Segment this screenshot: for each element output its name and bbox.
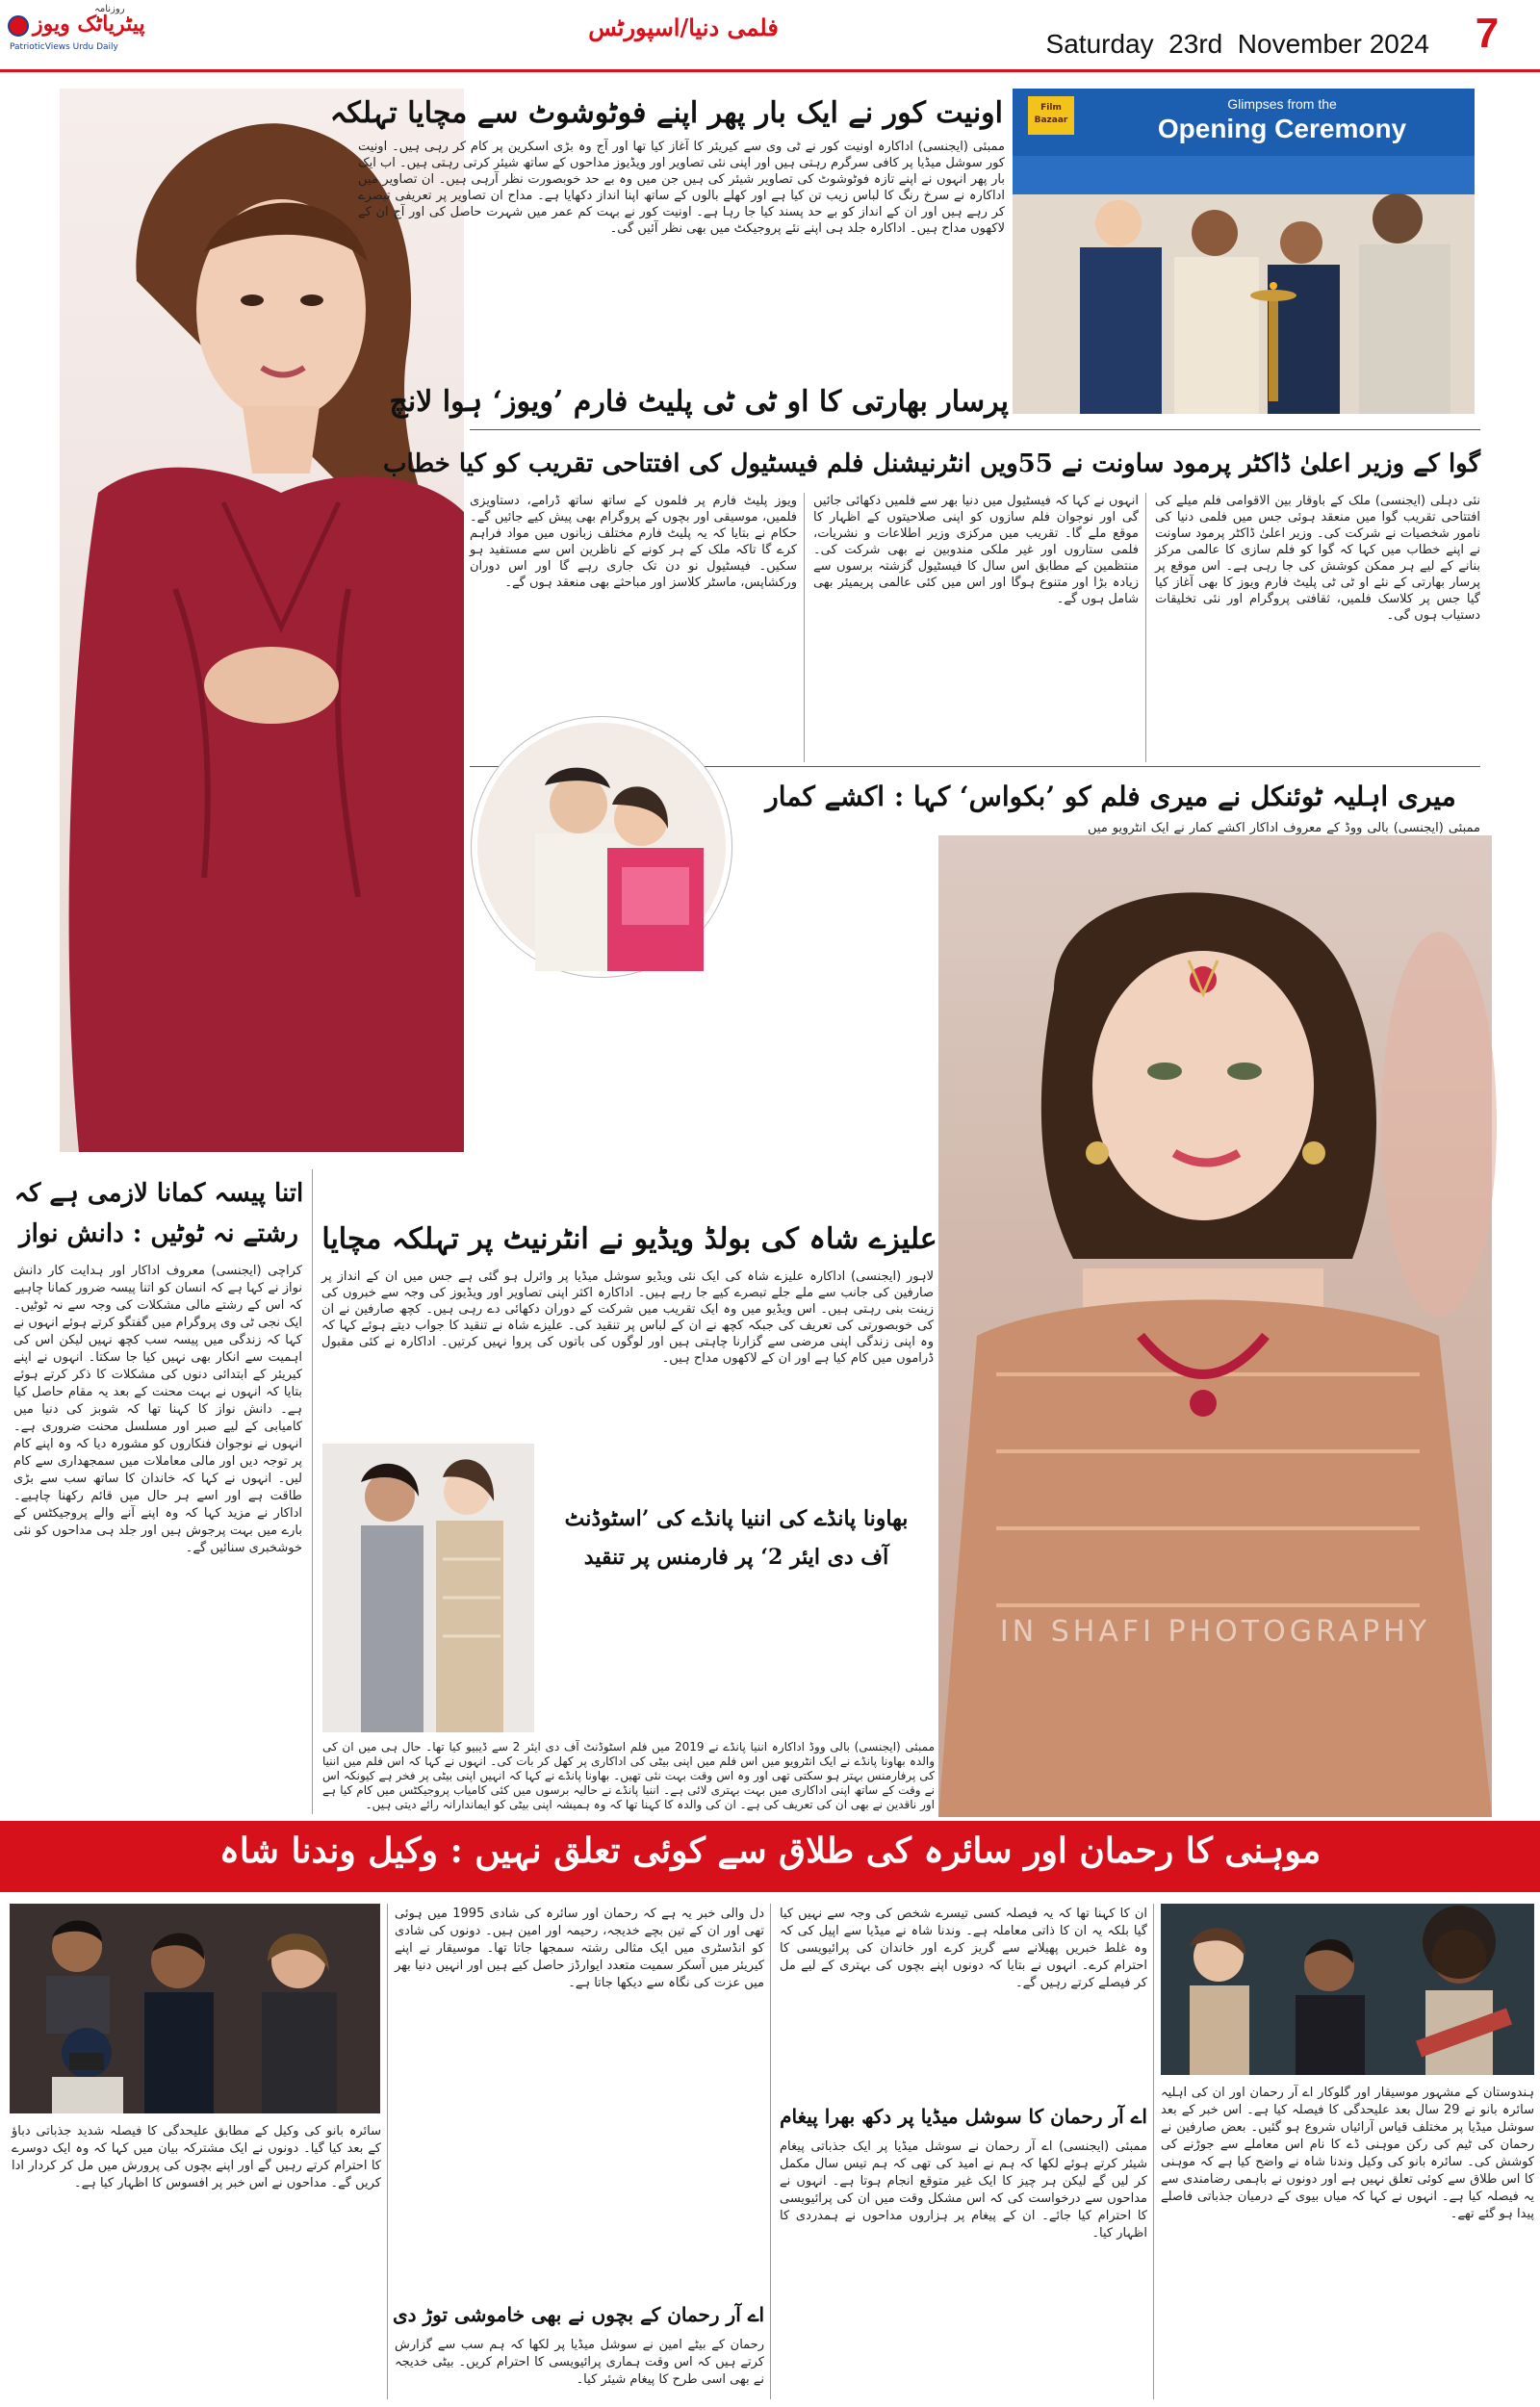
issue-date: Saturday 23rd November 2024 — [1045, 29, 1429, 59]
opening-ceremony-photo — [1013, 89, 1475, 414]
rahman-mohini-figures — [1161, 1904, 1534, 2075]
akshay-headline: میری اہلیہ ٹوئنکل نے میری فلم کو ’بکواس‘ کہا : اکشے کمار — [765, 781, 1456, 812]
avneet-headline: اونیت کور نے ایک بار پھر اپنے فوٹوشوٹ سے مچایا تہلکہ — [329, 96, 1003, 130]
ceremony-scene — [1013, 89, 1475, 414]
bottom-banner-headline: موہنی کا رحمان اور سائرہ کی طلاق سے کوئی تعلق نہیں : وکیل وندنا شاہ — [218, 1831, 1322, 1871]
danish-body: کراچی (ایجنسی) معروف اداکار اور ہدایت کار دانش نواز نے کہا ہے کہ انسان کو اتنا پیسہ ضرور کمانا چاہیے کہ اس کے رشتے مالی مشکلات کی وجہ سے نہ ٹوٹیں۔ ایک نجی ٹی وی پروگرام میں گفتگو کرتے ہوئے انہوں نے کہا کہ زندگی میں پیسہ سب کچھ نہیں لیکن اس کی اہمیت سے انکار بھی نہیں کیا جا سکتا۔ انہوں نے اپنے کیریئر کے ابتدائی دنوں کی مشکلات کا ذکر کرتے ہوئے بتایا کہ انہوں نے بہت محنت کے بعد یہ مقام حاصل کیا ہے۔ دانش نواز کا کہنا تھا کہ شوبز کی دنیا میں کامیابی کے لیے صبر اور مسلسل محنت ضروری ہے۔ انہوں نے نوجوان فنکاروں کو مشورہ دیا کہ وہ اپنے کام پر توجہ دیں اور مالی معاملات میں سمجھداری سے کام لیں۔ انہوں نے کہا کہ خاندان کا ساتھ سب سے بڑی طاقت ہے اور اسے ہر حال میں قائم رکھنا چاہیے۔ اداکار نے مزید کہا کہ وہ اپنے آنے والے پروجیکٹس کے بارے میں بہت پرجوش ہیں اور جلد ہی مداحوں کو نئی خوشخبری سنائیں گے۔ — [13, 1264, 302, 1555]
aliza-figure — [938, 835, 1492, 1817]
logo-sub: PatrioticViews Urdu Daily — [10, 42, 118, 52]
rahman-family-photo — [10, 1904, 380, 2113]
ananya-headline-1: بھاونا پانڈے کی اننیا پانڈے کی ’اسٹوڈنٹ — [564, 1506, 909, 1531]
ananya-figures — [322, 1444, 534, 1732]
logo-emblem-icon — [8, 15, 29, 37]
bottom-col-mid-bottom: ممبئی (ایجنسی) اے آر رحمان نے سوشل میڈیا پر ایک جذباتی پیغام شیئر کرتے ہوئے لکھا کہ ہم نے امید کی تھی کہ ہم تیس سال مکمل کر لیں گے لیکن ہر چیز کا ایک غیر متوقع انجام ہوتا ہے۔ انہوں نے مداحوں سے درخواست کی کہ اس مشکل وقت میں ان کی پرائیویسی کا احترام کیا جائے۔ ان کے پیغام پر ہزاروں مداحوں نے ہمدردی کا اظہار کیا۔ — [780, 2139, 1147, 2241]
aliza-body: لاہور (ایجنسی) اداکارہ علیزے شاہ کی ایک نئی ویڈیو سوشل میڈیا پر وائرل ہو گئی ہے جس میں ان کے انداز پر صارفین کی جانب سے ملے جلے تبصرے کیے جا رہے ہیں۔ اداکارہ اکثر اپنی تصاویر اور ویڈیوز کی وجہ سے خبروں کی زینت بنی رہتی ہیں۔ اس ویڈیو میں وہ ایک تقریب میں شرکت کے دوران دکھائی دے رہی ہیں۔ کچھ صارفین نے ان کی خوبصورتی کی تعریف کی جبکہ کچھ نے ان کے لباس پر تنقید کی۔ علیزے شاہ نے تنقید کا جواب دیتے ہوئے کہا کہ وہ اپنی زندگی اپنی مرضی سے گزارنا چاہتی ہیں اور لوگوں کی باتوں کی پروا نہیں کرتیں۔ اداکارہ نے کئی مقبول ڈراموں میں کام کیا ہے اور ان کے لاکھوں مداح ہیں۔ — [321, 1269, 934, 1366]
goa-col-3: ویوز پلیٹ فارم پر فلموں کے ساتھ ساتھ ڈرامے، دستاویزی فلمیں، موسیقی اور بچوں کے پروگرام بھی پیش کیے جائیں گے۔ حکام نے بتایا کہ یہ پلیٹ فارم مختلف زبانوں میں مواد فراہم کرے گا تاکہ ملک کے ہر کونے کے ناظرین اس سے مستفید ہو سکیں۔ فیسٹیول نو دن تک جاری رہے گا اور اس دوران ورکشاپس، ماسٹر کلاسز اور مباحثے بھی منعقد ہوں گے۔ — [470, 494, 797, 590]
danish-col-rule — [312, 1169, 313, 1814]
bottom-col-rule-3 — [387, 1904, 388, 2399]
danish-headline-1: اتنا پیسہ کمانا لازمی ہے کہ — [13, 1179, 304, 1208]
masthead — [0, 0, 1540, 69]
ananya-body: ممبئی (ایجنسی) بالی ووڈ اداکارہ اننیا پانڈے نے 2019 میں فلم اسٹوڈنٹ آف دی ایئر 2 سے ڈیبیو کیا تھا۔ حال ہی میں ان کی والدہ بھاونا پانڈے نے ایک انٹرویو میں اس فلم میں اپنی بیٹی کی اداکاری پر کھل کر بات کی۔ انہوں نے کہا کہ اس فلم میں اننیا کی پرفارمنس بہتر ہو سکتی تھی اور وہ اس وقت بہت نئی تھیں۔ بھاونا پانڈے نے کہا کہ انہیں اپنی بیٹی پر فخر ہے کیونکہ اس نے وقت کے ساتھ اپنی اداکاری میں بہت بہتری لائی ہے۔ اننیا پانڈے نے حالیہ برسوں میں کئی کامیاب پروجیکٹس میں کام کیا ہے اور ناقدین نے بھی ان کی تعریف کی ہے۔ ان کی والدہ کا کہنا تھا کہ وہ ہمیشہ اپنی بیٹی کو ایماندارانہ رائے دیتی ہیں۔ — [322, 1740, 935, 1811]
bottom-col-rule-2 — [770, 1904, 771, 2399]
ananya-headline-2: آف دی ایئر 2‘ پر فارمنس پر تنقید — [583, 1545, 889, 1570]
danish-headline-2: رشتے نہ ٹوٹیں : دانش نواز — [19, 1219, 298, 1248]
page-number: 7 — [1475, 10, 1500, 57]
avneet-body: ممبئی (ایجنسی) اداکارہ اونیت کور نے ٹی وی سے کیریئر کا آغاز کیا تھا اور آج وہ بڑی اسکرین پر کام کر رہی ہیں۔ اونیت کور سوشل میڈیا پر کافی سرگرم رہتی ہیں اور اپنی نئی تصاویر اور ویڈیوز مداحوں کے ساتھ شیئر کرتی رہتی ہیں۔ اب ایک بار پھر انہوں نے اپنے تازہ فوٹوشوٹ کی تصاویر شیئر کی ہیں جن میں وہ بے حد خوبصورت نظر آرہی ہیں۔ ان تصاویر میں اداکارہ نے سرخ رنگ کا لباس زیب تن کیا ہے اور کھلے بالوں کے ساتھ اپنا انداز دکھایا ہے۔ مداح ان تصاویر پر تعریفی تبصرے کر رہے ہیں اور ان کے انداز کو بے حد پسند کیا جا رہا ہے۔ اونیت کور نے بہت کم عمر میں شہرت حاصل کی اور آج ان کے لاکھوں مداح ہیں۔ اداکارہ جلد ہی اپنے نئے پروجیکٹ میں بھی نظر آئیں گی۔ — [358, 140, 1005, 236]
bottom-col-right: ہندوستان کے مشہور موسیقار اور گلوکار اے آر رحمان اور ان کی اہلیہ سائرہ بانو نے 29 سال بعد علیحدگی کا فیصلہ کیا ہے۔ اس خبر کے بعد سوشل میڈیا پر مختلف قیاس آرائیاں شروع ہو گئیں۔ بعض صارفین نے رحمان کی ٹیم کی رکن موہنی ڈے کا نام اس معاملے سے جوڑنے کی کوشش کی۔ سائرہ بانو کی وکیل وندنا شاہ نے واضح کیا ہے کہ موہنی کا اس طلاق سے کوئی تعلق نہیں ہے اور دونوں نے باہمی رضامندی سے یہ فیصلہ کیا ہے۔ انہوں نے کہا کہ میاں بیوی کے درمیان جذباتی فاصلے پیدا ہو گئے تھے۔ — [1161, 2086, 1534, 2221]
bottom-col-mid-top: ان کا کہنا تھا کہ یہ فیصلہ کسی تیسرے شخص کی وجہ سے نہیں کیا گیا بلکہ یہ ان کا ذاتی معاملہ ہے۔ وندنا شاہ نے میڈیا سے اپیل کی کہ وہ غلط خبریں پھیلانے سے گریز کرے اور خاندان کی پرائیویسی کا احترام کرے۔ انہوں نے بتایا کہ دونوں اپنے بچوں کی بہتری کے لیے مل کر فیصلے کرتے رہیں گے۔ — [780, 1907, 1147, 1990]
bottom-col-far-left: سائرہ بانو کی وکیل کے مطابق علیحدگی کا فیصلہ شدید جذباتی دباؤ کے بعد کیا گیا۔ دونوں نے ایک مشترکہ بیان میں کہا کہ وہ ایک دوسرے کا احترام کرتے رہیں گے اور اپنے بچوں کی پرورش میں مل کر کردار ادا کریں گے۔ مداحوں نے اس خبر پر افسوس کا اظہار کیا ہے۔ — [12, 2124, 381, 2190]
goa-col-2: انہوں نے کہا کہ فیسٹیول میں دنیا بھر سے فلمیں دکھائی جائیں گی اور نوجوان فلم سازوں کو اپنی صلاحیتوں کے اظہار کا موقع ملے گا۔ تقریب میں مرکزی وزیر اطلاعات و نشریات، فلمی ستاروں اور غیر ملکی مندوبین نے بھی شرکت کی۔ منتظمین کے مطابق اس سال کا فیسٹیول گزشتہ برسوں سے زیادہ بڑا اور متنوع ہوگا اور اس میں کئی عالمی پریمیئر بھی شامل ہوں گے۔ — [813, 494, 1139, 606]
photo-watermark: IN SHAFI PHOTOGRAPHY — [999, 1615, 1431, 1649]
aliza-shah-photo — [938, 835, 1492, 1817]
logo-top: روزنامہ — [94, 4, 125, 14]
bottom-col-left-bottom: رحمان کے بیٹے امین نے سوشل میڈیا پر لکھا کہ ہم سب سے گزارش کرتے ہیں کہ اس وقت ہماری پرائیویسی کا احترام کریں۔ بیٹی خدیجہ نے بھی اسی طرح کا پیغام شیئر کیا۔ — [395, 2338, 764, 2387]
banner-small-text: Glimpses from the — [1227, 96, 1337, 112]
goa-col-rule-1 — [1145, 493, 1146, 762]
prasar-headline: پرسار بھارتی کا او ٹی ٹی پلیٹ فارم ’ویوز‘ ہوا لانچ — [389, 385, 1009, 419]
bottom-banner — [0, 1821, 1540, 1892]
bottom-mid-subhead: اے آر رحمان کا سوشل میڈیا پر دکھ بھرا پیغام — [780, 2105, 1147, 2128]
aliza-headline: علیزے شاہ کی بولڈ ویڈیو نے انٹرنیٹ پر تہلکہ مچایا — [321, 1222, 937, 1256]
logo — [8, 4, 152, 62]
film-bazaar-logo: Film Bazaar — [1028, 96, 1074, 135]
goa-col-1: نئی دہلی (ایجنسی) ملک کے باوقار بین الاقوامی فلم میلے کی افتتاحی تقریب گوا میں منعقد ہوئی جس میں فلمی دنیا کی نامور شخصیات نے شرکت کی۔ وزیر اعلیٰ ڈاکٹر پرمود ساونت نے اپنے خطاب میں کہا کہ گوا کو فلم سازی کا عالمی مرکز بنانے کے لیے ہر ممکن کوشش کی جا رہی ہے۔ اس موقع پر پرسار بھارتی کے نئے او ٹی ٹی پلیٹ فارم ویوز کا بھی آغاز کیا گیا جس پر کلاسک فلمیں، ثقافتی پروگرام اور نئی تخلیقات دستیاب ہوں گی۔ — [1155, 494, 1480, 623]
bottom-left-subhead: اے آر رحمان کے بچوں نے بھی خاموشی توڑ دی — [392, 2303, 764, 2326]
rahman-mohini-photo — [1161, 1904, 1534, 2075]
bhavana-ananya-photo — [322, 1444, 534, 1732]
akshay-body: ممبئی (ایجنسی) بالی ووڈ کے معروف اداکار اکشے کمار نے ایک انٹرویو میں — [1088, 821, 1480, 835]
bottom-col-rule-1 — [1153, 1904, 1154, 2399]
prasar-rule — [470, 429, 1480, 430]
logo-main: پیٹریاٹک ویوز — [33, 12, 145, 37]
couple-figure — [477, 723, 726, 971]
goa-col-rule-2 — [804, 493, 805, 762]
banner-big-text: Opening Ceremony — [1157, 114, 1407, 143]
akshay-twinkle-photo — [472, 717, 732, 977]
goa-headline: گوا کے وزیر اعلیٰ ڈاکٹر پرمود ساونت نے 55ویں انٹرنیشنل فلم فیسٹیول کی افتتاحی تقریب کو کیا خطاب — [382, 449, 1480, 478]
bottom-col-left-top: دل والی خبر یہ ہے کہ رحمان اور سائرہ کی شادی 1995 میں ہوئی تھی اور ان کے تین بچے خدیجہ، رحیمہ اور امین ہیں۔ دونوں کی شادی کو انڈسٹری میں ایک مثالی رشتہ سمجھا جاتا تھا۔ موسیقار نے اپنے کیریئر میں آسکر سمیت متعدد ایوارڈز حاصل کیے ہیں اور انہیں دنیا بھر میں عزت کی نگاہ سے دیکھا جاتا ہے۔ — [395, 1907, 764, 1990]
masthead-rule — [0, 69, 1540, 72]
family-figures — [10, 1904, 380, 2113]
section-name: فلمی دنیا/اسپورٹس — [588, 13, 779, 41]
